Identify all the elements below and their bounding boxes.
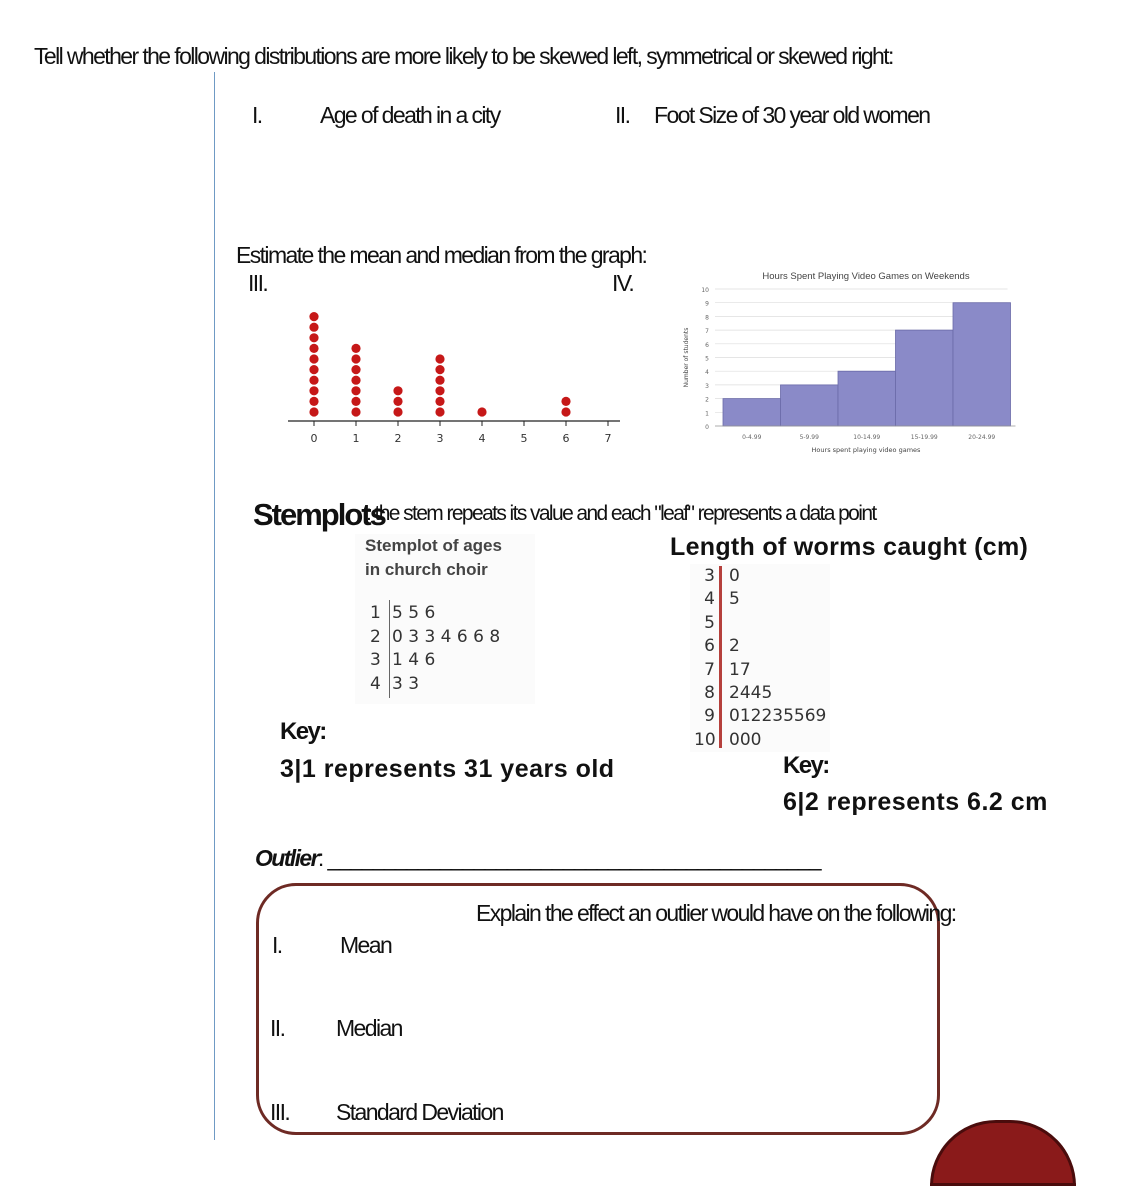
worms-key-text: 6|2 represents 6.2 cm: [783, 788, 1048, 816]
worms-row: 4 5: [704, 589, 740, 610]
histogram-ytick-label: 9: [705, 300, 709, 308]
worms-row: 10 000: [694, 729, 762, 750]
worms-row: 9 012235569: [704, 706, 827, 727]
histogram-xlabel: Hours spent playing video games: [811, 446, 921, 454]
histogram-xtick-label: 0-4.99: [742, 434, 762, 441]
dot-plot-point: [351, 354, 360, 363]
outlier-label: Outlier: [255, 845, 318, 871]
histogram-ytick-label: 1: [705, 410, 709, 418]
dot-plot-point: [309, 376, 318, 385]
histogram-bar: [896, 330, 954, 426]
choir-row: 2 0 3 3 4 6 6 8: [370, 626, 501, 647]
histogram-bar: [838, 371, 896, 426]
dot-plot-point: [435, 354, 444, 363]
item-i-text: Age of death in a city: [320, 102, 500, 128]
dot-plot-point: [435, 397, 444, 406]
histogram-ytick-label: 10: [701, 287, 709, 294]
worms-row: 3 0: [704, 566, 740, 586]
choir-title-line2: in church choir: [365, 560, 488, 579]
item-ii-text: Foot Size of 30 year old women: [654, 102, 930, 128]
stemplots-title: Stemplots: [253, 497, 385, 532]
effect-ii-text: Median: [336, 1015, 402, 1041]
outlier-blank: : ____________________________________________: [317, 845, 820, 871]
histogram: [670, 265, 1030, 465]
dot-plot-point: [309, 397, 318, 406]
histogram-title: Hours Spent Playing Video Games on Weekends: [762, 271, 970, 282]
histogram-xtick-label: 5-9.99: [799, 434, 819, 441]
histogram-bar: [953, 303, 1011, 426]
effect-prompt: Explain the effect an outlier would have on the following:: [476, 900, 956, 926]
worms-row: 6 2: [704, 636, 740, 657]
effect-iii-num: III.: [270, 1099, 290, 1125]
dot-plot-point: [309, 344, 318, 353]
dot-plot-point: [393, 397, 402, 406]
histogram-xtick-label: 10-14.99: [853, 434, 881, 441]
dot-plot-point: [309, 386, 318, 395]
worms-rows: [694, 565, 826, 752]
dot-plot-tick-label: 2: [394, 432, 402, 445]
effect-i-num: I.: [272, 932, 282, 958]
worms-row: 5: [704, 612, 715, 633]
choir-row: 4 3 3: [370, 673, 420, 694]
dot-plot-point: [561, 407, 570, 416]
outlier-line: [255, 845, 820, 872]
dot-plot-point: [435, 407, 444, 416]
histogram-xtick-label: 15-19.99: [910, 434, 938, 441]
effect-iii-text: Standard Deviation: [336, 1099, 503, 1125]
dot-plot-tick-label: 0: [310, 432, 318, 445]
dot-plot-tick-label: 4: [478, 432, 486, 445]
dot-plot-tick-label: 3: [436, 432, 444, 445]
item-i-num: I.: [252, 102, 262, 128]
item-ii-num: II.: [615, 102, 630, 128]
dot-plot-point: [393, 407, 402, 416]
dot-plot-point: [309, 333, 318, 342]
dot-plot-point: [435, 386, 444, 395]
dot-plot-tick-label: 1: [352, 432, 360, 445]
stemplots-desc: : the stem repeats its value and each "leaf" represents a data point: [366, 502, 876, 525]
histogram-ytick-label: 4: [705, 369, 709, 377]
corner-decoration: [930, 1120, 1076, 1186]
dot-plot-point: [435, 376, 444, 385]
histogram-bar: [781, 385, 839, 426]
histogram-ytick-label: 3: [705, 382, 709, 390]
dot-plot-tick-label: 7: [604, 432, 612, 445]
effect-ii-num: II.: [270, 1015, 285, 1041]
worms-row: 7 17: [704, 659, 751, 680]
dot-plot-point: [309, 312, 318, 321]
dot-plot: [280, 290, 630, 450]
choir-title-line1: Stemplot of ages: [365, 536, 502, 555]
choir-rows: [370, 602, 500, 696]
dot-plot-point: [351, 344, 360, 353]
dot-plot-point: [351, 386, 360, 395]
worms-key-label: Key:: [783, 752, 829, 779]
histogram-ytick-label: 7: [705, 328, 709, 336]
histogram-ylabel: Number of students: [683, 327, 690, 388]
effect-i-text: Mean: [340, 932, 392, 958]
dot-plot-point: [309, 323, 318, 332]
graph-label-iv: IV.: [612, 270, 634, 296]
dot-plot-tick-label: 5: [520, 432, 528, 445]
dot-plot-point: [351, 397, 360, 406]
dot-plot-point: [351, 376, 360, 385]
histogram-bar: [723, 399, 781, 426]
dot-plot-point: [435, 365, 444, 374]
instructions: Tell whether the following distributions are more likely to be skewed left, symmetrical or skewed right:: [34, 43, 893, 69]
histogram-ytick-label: 8: [705, 314, 709, 322]
dot-plot-point: [309, 407, 318, 416]
dot-plot-point: [477, 407, 486, 416]
choir-row: 1 5 5 6: [370, 603, 436, 623]
dot-plot-point: [561, 397, 570, 406]
dot-plot-point: [393, 386, 402, 395]
histogram-xtick-label: 20-24.99: [968, 434, 996, 441]
choir-key-label: Key:: [280, 718, 326, 745]
margin-line: [214, 72, 215, 1140]
dot-plot-point: [309, 354, 318, 363]
worms-title: Length of worms caught (cm): [670, 533, 1029, 561]
choir-row: 3 1 4 6: [370, 650, 436, 670]
choir-key-text: 3|1 represents 31 years old: [280, 755, 615, 783]
histogram-ytick-label: 5: [705, 355, 709, 363]
worms-row: 8 2445: [704, 683, 773, 704]
estimate-prompt: Estimate the mean and median from the graph:: [236, 242, 647, 268]
dot-plot-tick-label: 6: [562, 432, 570, 445]
graph-label-iii: III.: [248, 270, 268, 296]
dot-plot-point: [351, 365, 360, 374]
histogram-ytick-label: 6: [705, 341, 709, 349]
dot-plot-point: [309, 365, 318, 374]
histogram-ytick-label: 2: [705, 396, 709, 404]
dot-plot-point: [351, 407, 360, 416]
histogram-ytick-label: 0: [705, 424, 709, 431]
